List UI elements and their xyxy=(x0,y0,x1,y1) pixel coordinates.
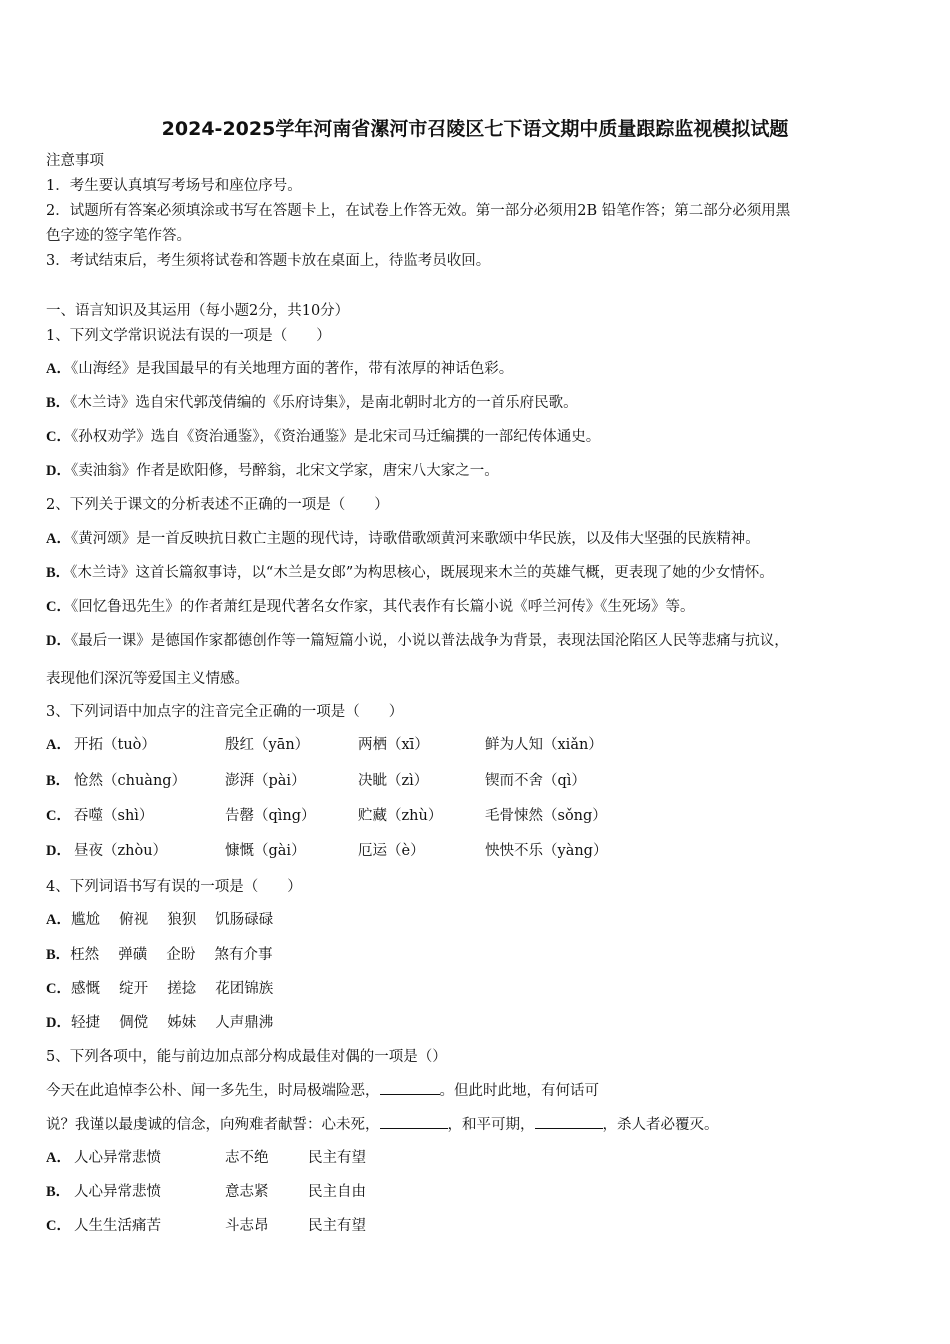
question-stem: 5、下列各项中，能与前边加点部分构成最佳对偶的一项是（） xyxy=(46,1049,447,1065)
option-label: A． xyxy=(46,737,71,753)
option-text: 《木兰诗》这首长篇叙事诗，以“木兰是女郎”为构思核心，既展现来木兰的英雄气概，更表现了她的少女情怀。 xyxy=(70,565,774,581)
option-label: D． xyxy=(46,463,71,479)
option-text: 《孙权劝学》选自《资治通鉴》，《资治通鉴》是北宋司马迁编撰的一部纪传体通史。 xyxy=(70,429,601,445)
option-label: D． xyxy=(46,633,71,649)
option xyxy=(46,427,600,447)
option-label: C． xyxy=(46,1218,71,1234)
option-item: 毛骨悚然（sǒng） xyxy=(485,808,607,824)
notice-heading: 注意事项 xyxy=(46,153,104,169)
option-label: A． xyxy=(46,361,71,377)
question-stem: 1、下列文学常识说法有误的一项是（ ） xyxy=(46,328,331,344)
passage-text: 说？我谨以最虔诚的信念，向殉难者献誓：心未死， xyxy=(46,1117,380,1133)
option xyxy=(46,529,760,549)
option-item: 民主自由 xyxy=(308,1184,366,1200)
option-label: A． xyxy=(46,531,71,547)
passage-text: 今天在此追悼李公朴、闻一多先生，时局极端险恶， xyxy=(46,1083,380,1099)
option-label: C． xyxy=(46,599,71,615)
notice-item: 3．考试结束后，考生须将试卷和答题卡放在桌面上，待监考员收回。 xyxy=(46,253,491,269)
option-item: 人生生活痛苦 xyxy=(74,1218,161,1234)
option-item: 民主有望 xyxy=(308,1218,366,1234)
option-item: 怆然（chuàng） xyxy=(74,773,187,789)
option-label: B． xyxy=(46,565,71,581)
fill-blank xyxy=(380,1114,448,1129)
option-label: B． xyxy=(46,1184,71,1200)
fill-blank xyxy=(535,1114,603,1129)
option-item: 澎湃（pài） xyxy=(225,773,306,789)
option-item: 民主有望 xyxy=(308,1150,366,1166)
option-item: 贮藏（zhù） xyxy=(358,808,443,824)
notice-item: 色字迹的签字笔作答。 xyxy=(46,228,191,244)
passage-line xyxy=(46,1080,599,1101)
option-item: 吞噬（shì） xyxy=(74,808,154,824)
option-label: C． xyxy=(46,429,71,445)
option-item: 殷红（yān） xyxy=(225,737,310,753)
option xyxy=(46,1013,273,1033)
section-heading: 一、语言知识及其运用（每小题2分，共10分） xyxy=(46,303,350,319)
option-item: 锲而不舍（qì） xyxy=(485,773,586,789)
option-label: D． xyxy=(46,1015,71,1031)
option-item: 怏怏不乐（yàng） xyxy=(485,843,608,859)
option-text: 《黄河颂》是一首反映抗日救亡主题的现代诗，诗歌借歌颂黄河来歌颂中华民族，以及伟大坚强的民族精神。 xyxy=(70,531,760,547)
option-item: 告罄（qìng） xyxy=(225,808,316,824)
option-item: 意志紧 xyxy=(225,1184,269,1200)
option-item: 斗志昂 xyxy=(225,1218,269,1234)
option-label: D． xyxy=(46,843,71,859)
option-item: 慷慨（gài） xyxy=(225,843,306,859)
option-text: 轻捷 倜傥 姊妹 人声鼎沸 xyxy=(70,1015,274,1031)
option-label: A． xyxy=(46,912,71,928)
option-item: 决眦（zì） xyxy=(358,773,429,789)
option-continuation: 表现他们深沉等爱国主义情感。 xyxy=(46,671,249,687)
passage-text: ，杀人者必覆灭。 xyxy=(602,1117,719,1133)
option-text: 《最后一课》是德国作家都德创作等一篇短篇小说，小说以普法战争为背景，表现法国沦陷区人民等悲痛与抗议， xyxy=(70,633,789,649)
option-item: 昼夜（zhòu） xyxy=(74,843,168,859)
option-label: B． xyxy=(46,395,71,411)
passage-text: 。但此时此地，有何话可 xyxy=(439,1083,599,1099)
option-item: 厄运（è） xyxy=(358,843,425,859)
option xyxy=(46,945,273,965)
fill-blank xyxy=(380,1080,440,1095)
option-text: 《回忆鲁迅先生》的作者萧红是现代著名女作家，其代表作有长篇小说《呼兰河传》《生死场》等。 xyxy=(70,599,695,615)
option xyxy=(46,979,273,999)
option-item: 鲜为人知（xiǎn） xyxy=(485,737,603,753)
option xyxy=(46,631,789,651)
option xyxy=(46,359,513,379)
option-text: 感慨 绽开 搓捻 花团锦族 xyxy=(70,981,274,997)
option-text: 尴尬 俯视 狼狈 饥肠碌碌 xyxy=(70,912,274,928)
option-item: 人心异常悲愤 xyxy=(74,1184,161,1200)
option xyxy=(46,563,774,583)
option-text: 枉然 弹磺 企盼 煞有介事 xyxy=(70,947,273,963)
passage-line xyxy=(46,1114,719,1135)
question-stem: 2、下列关于课文的分析表述不正确的一项是（ ） xyxy=(46,497,389,513)
option-label: B． xyxy=(46,947,71,963)
option xyxy=(46,910,273,930)
option xyxy=(46,393,578,413)
passage-text: ，和平可期， xyxy=(447,1117,535,1133)
option-text: 《山海经》是我国最早的有关地理方面的著作，带有浓厚的神话色彩。 xyxy=(70,361,514,377)
notice-item: 1．考生要认真填写考场号和座位序号。 xyxy=(46,178,302,194)
option-item: 志不绝 xyxy=(225,1150,269,1166)
option-label: C． xyxy=(46,808,71,824)
option-item: 开拓（tuò） xyxy=(74,737,156,753)
page-title: 2024-2025学年河南省漯河市召陵区七下语文期中质量跟踪监视模拟试题 xyxy=(161,118,789,140)
question-stem: 3、下列词语中加点字的注音完全正确的一项是（ ） xyxy=(46,704,404,720)
option-item: 两栖（xī） xyxy=(358,737,429,753)
option-label: B． xyxy=(46,773,71,789)
option-text: 《木兰诗》选自宋代郭茂倩编的《乐府诗集》，是南北朝时北方的一首乐府民歌。 xyxy=(70,395,578,411)
option xyxy=(46,597,694,617)
option-text: 《卖油翁》作者是欧阳修，号醉翁，北宋文学家，唐宋八大家之一。 xyxy=(70,463,499,479)
option xyxy=(46,461,499,481)
option-item: 人心异常悲愤 xyxy=(74,1150,161,1166)
notice-item: 2．试题所有答案必须填涂或书写在答题卡上，在试卷上作答无效。第一部分必须用2B 铅笔作答；第二部分必须用黑 xyxy=(46,203,791,219)
question-stem: 4、下列词语书写有误的一项是（ ） xyxy=(46,879,302,895)
option-label: C． xyxy=(46,981,71,997)
option-label: A． xyxy=(46,1150,71,1166)
